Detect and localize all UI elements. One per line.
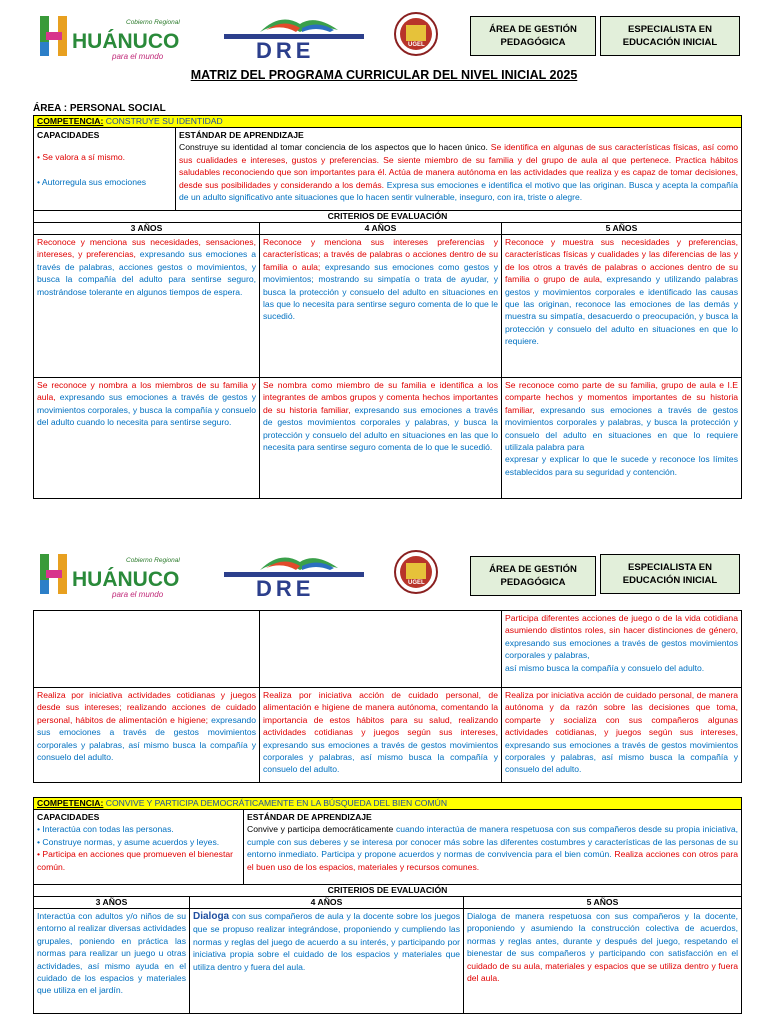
criterio-text: Se reconoce como parte de su familia, grupo de aula e I.E comparte hechos y momentos importantes de su historia familiar, (505, 380, 739, 415)
page-header-2 (0, 548, 768, 608)
criterio-4-anos (190, 909, 464, 1014)
criterio-text: Se nombra como miembro de su familia e identifica a los integrantes de ambos grupos y comenta hechos importantes de su historia familiar, (263, 380, 498, 415)
criterio-text: Participa diferentes acciones de juego o de la vida cotidiana asumiendo distintos roles, sin hacer distinciones de género, (505, 613, 738, 636)
criterio-4-anos (260, 235, 502, 378)
estandar-text: Se identifica en algunas de sus características físicas, así como sus cualidades e intereses, gustos y preferencias. Se siente miembro de su familia y del grupo de aula al que pertenece. Practica hábitos saludables reconociendo que son importantes para él. Actúa de manera autónoma en las actividades que realiza y es capaz de tomar decisiones, desde sus posibilidades y considerando a los demás. (179, 142, 739, 190)
capacidades-cell (34, 810, 244, 885)
competencia-convive-table (33, 797, 742, 1014)
criterio-5-anos (502, 235, 742, 378)
svg-text:HUÁNUCO: HUÁNUCO (72, 568, 180, 591)
criterio-5-anos (464, 909, 742, 1014)
criterio-text: expresando sus emociones a través de gestos y movimientos corporales, y busca la compañía y consuelo del adulto cuando lo necesita para sentirse seguro. (37, 392, 256, 428)
document-title: MATRIZ DEL PROGRAMA CURRICULAR DEL NIVEL INICIAL 2025 (190, 68, 578, 82)
criterio-text: expresando sus emociones a través de gestos movimientos corporales y palabras, y busca la protección y consuelo del adulto en situaciones en las que lo necesita para sentirse seguro comenta de lo que le sucedió. (263, 404, 499, 453)
criterio-text: Realiza por iniciativa acción de cuidado personal, de manera autónoma y da razón sobre las decisiones que toma, comparte y socializa con sus compañeros algunas actividades cotidianas, y juegos según sus intereses, (505, 690, 738, 738)
criterio-text: expresando sus emociones a través de gestos movimientos corporales y palabras, y busca la protección y consuelo del adulto en situaciones en que lo requiere utilizala palabra para (505, 404, 739, 453)
capacidad-item: • Construye normas, y asume acuerdos y leyes. (37, 836, 220, 847)
svg-text:DRE: DRE (256, 576, 315, 600)
estandar-text: Convive y participa democráticamente (247, 824, 396, 835)
competencia-identidad-table (33, 115, 742, 499)
criterio-3-anos (34, 378, 260, 499)
capacidades-header: CAPACIDADES (37, 130, 100, 140)
criterio-text: expresando sus emociones a través de gestos movimientos corporales y palabras, así mismo busca la compañía y consuelo del adulto. (505, 739, 738, 775)
area-gestion-label: ÁREA DE GESTIÓN PEDAGÓGICA (489, 24, 577, 48)
criterio-text: Reconoce y menciona sus necesidades, sensaciones, intereses, y preferencias, (37, 237, 256, 260)
huanuco-logo (38, 550, 198, 600)
criterio-text: Reconoce y muestra sus necesidades y preferencias, características físicas y cualidades y las diferencias de las y de los otros a través de palabras o acciones dentro de su familia o grupo de aula, (505, 237, 739, 285)
area-label: ÁREA : PERSONAL SOCIAL (33, 103, 166, 114)
age-3-header: 3 AÑOS (34, 223, 260, 235)
estandar-header: ESTÁNDAR DE APRENDIZAJE (179, 130, 304, 140)
criterio-text: expresar y explicar lo que le sucede y reconoce los límites establecidos para su seguridad y contención. (505, 454, 739, 477)
svg-text:HUÁNUCO: HUÁNUCO (72, 30, 180, 53)
criterio-text: cuidado de su aula, materiales y espacios que se utiliza dentro y fuera del aula. (467, 960, 739, 984)
svg-text:UGEL: UGEL (408, 42, 425, 48)
competencia-row (34, 798, 742, 810)
criterio-text: Reconoce y menciona sus intereses preferencias y características; a través de palabras o acciones dentro de su familia o aula; (263, 237, 498, 272)
criterio-4-anos (260, 378, 502, 499)
capacidad-item: • Interactúa con todas las personas. (37, 824, 174, 835)
especialista-box (600, 554, 740, 594)
age-5-header: 5 AÑOS (464, 897, 742, 909)
capacidad-item: • Participa en acciones que promueven el bienestar común. (37, 849, 234, 872)
criterio-3-anos: Interactúa con adultos y/o niños de su entorno al realizar diversas actividades grupales, poniendo en práctica las normas para realizar un juego u otras actividades, así mismo ayuda en el cuidado de los espacios y materiales que utiliza en el jardín. (34, 909, 190, 1014)
especialista-label: ESPECIALISTA EN EDUCACIÓN INICIAL (622, 562, 718, 586)
criterio-text: con sus compañeros de aula y la docente sobre los juegos que se propuso realizar integrándose, proponiendo y cumpliendo las normas y reglas del juego de acuerdo a su interés, y participando por iniciativa propia sobre el cuidado de los espacios y materiales que utiliza dentro y fuera del aula. (193, 911, 460, 972)
competencia-text: CONVIVE Y PARTICIPA DEMOCRÁTICAMENTE EN LA BÚSQUEDA DEL BIEN COMÚN (103, 798, 448, 808)
especialista-label: ESPECIALISTA EN EDUCACIÓN INICIAL (622, 24, 718, 48)
criterio-text: Dialoga de manera respetuosa con sus compañeros y la docente, proponiendo y asumiendo la construcción colectiva de acuerdos, normas y reglas antes, durante y después del juego, respetando el bienestar de sus compañeros y participando con satisfacción en el (467, 911, 739, 959)
dre-logo (220, 548, 366, 600)
criterio-text: expresando sus emociones a través de palabras, acciones gestos o movimientos, y busca la compañía del adulto para sentirse seguro, mostrándose tolerante en algunos tiempos de espera. (37, 249, 256, 297)
criterio-text: expresando sus emociones como gestos y movimientos; mostrando su simpatía o trata de ayudar, y busca la protección y consuelo del adulto en situaciones en las que lo necesita para sentirse seguro comenta de lo que le sucedió. (263, 261, 498, 322)
criterio-4-anos (260, 688, 502, 783)
area-gestion-label: ÁREA DE GESTIÓN PEDAGÓGICA (489, 564, 577, 588)
age-4-header: 4 AÑOS (260, 223, 502, 235)
criterios-header: CRITERIOS DE EVALUACIÓN (34, 885, 742, 897)
svg-text:Cobierno Regional: Cobierno Regional (126, 557, 180, 564)
competencia-label: COMPETENCIA: (37, 798, 104, 808)
estandar-text: Construye su identidad al tomar conciencia de los aspectos que lo hacen único. (179, 142, 491, 153)
svg-text:DRE: DRE (256, 38, 315, 62)
area-gestion-box (470, 556, 596, 596)
criterio-3-anos (34, 688, 260, 783)
criterio-3-anos (34, 611, 260, 688)
estandar-text: Expresa sus emociones e identifica el motivo que las originan. Busca y acepta la compañía de un adulto significativo ante situaciones que lo hacen sentir vulnerable, inseguro, con ira, triste o alegre. (179, 179, 739, 203)
competencia-label: COMPETENCIA: (37, 116, 104, 126)
criterio-5-anos (502, 378, 742, 499)
criterio-text: Dialoga (193, 911, 230, 922)
capacidad-item: • Autorregula sus emociones (37, 176, 147, 187)
criterio-text: Se reconoce y nombra a los miembros de su familia y aula, (37, 380, 256, 403)
criterio-text: expresando sus emociones a través de gestos movimientos corporales y palabras, así mismo busca la compañía y consuelo del adulto. (263, 739, 498, 775)
age-3-header: 3 AÑOS (34, 897, 190, 909)
criterio-5-anos (502, 611, 742, 688)
area-gestion-box (470, 16, 596, 56)
competencia-text: CONSTRUYE SU IDENTIDAD (103, 116, 223, 126)
estandar-text: cuando interactúa de manera respetuosa con sus compañeros desde su propia iniciativa, cumple con sus deberes y se interesa por conocer más sobre las diferentes costumbres y características de las personas de su entorno inmediato. (247, 824, 739, 860)
age-5-header: 5 AÑOS (502, 223, 742, 235)
criterio-text: expresando sus emociones a través de gestos movimientos corporales y palabras, (505, 637, 738, 661)
huanuco-logo (38, 12, 198, 62)
criterios-header: CRITERIOS DE EVALUACIÓN (34, 211, 742, 223)
estandar-text: Participa y propone acuerdos y normas de convivencia para el bien común. (321, 849, 615, 860)
criterio-3-anos (34, 235, 260, 378)
criterio-text: Realiza por iniciativa actividades cotidianas y juegos desde sus intereses; realizando acciones de cuidado personal, hábitos de alimentación e higiene; (37, 690, 256, 725)
svg-text:para el mundo: para el mundo (112, 52, 164, 61)
dre-logo (220, 10, 366, 62)
criterio-4-anos (260, 611, 502, 688)
criterio-text: expresando y utilizando palabras gestos y movimientos corporales e identificado las causas que las originan, reconoce las emociones de las demás y muestra su simpatía, desacuerdo o preocupación, y busca la protección y consuelo del adulto en situaciones en que lo requiere. (505, 274, 739, 347)
estandar-cell (176, 128, 742, 211)
criterio-text: expresando sus emociones a través de gestos movimientos corporales y palabras, así mismo busca la compañía y consuelo del adulto. (37, 714, 256, 763)
criterio-text: Realiza por iniciativa acción de cuidado personal, de alimentación e higiene de manera autónoma, comentando la importancia de estos hábitos para su salud, realizando actividades cotidianas y juegos según sus intereses, (263, 690, 498, 738)
competencia-row (34, 116, 742, 128)
svg-text:UGEL: UGEL (408, 580, 425, 586)
svg-text:para el mundo: para el mundo (112, 590, 164, 599)
capacidades-cell (34, 128, 176, 211)
page-header-1 (0, 10, 768, 70)
ugel-logo (394, 10, 438, 58)
competencia-identidad-continuation-table (33, 610, 742, 783)
criterio-text: así mismo busca la compañía y consuelo del adulto. (505, 662, 705, 673)
criterio-5-anos (502, 688, 742, 783)
svg-text:Cobierno Regional: Cobierno Regional (126, 19, 180, 26)
estandar-text: Realiza acciones con otros para el buen uso de los espacios, materiales y recursos comunes. (247, 849, 739, 872)
estandar-header: ESTÁNDAR DE APRENDIZAJE (247, 812, 372, 822)
especialista-box (600, 16, 740, 56)
capacidades-header: CAPACIDADES (37, 812, 100, 822)
ugel-logo (394, 548, 438, 596)
estandar-cell (244, 810, 742, 885)
age-4-header: 4 AÑOS (190, 897, 464, 909)
capacidad-item: • Se valora a sí mismo. (37, 152, 126, 163)
